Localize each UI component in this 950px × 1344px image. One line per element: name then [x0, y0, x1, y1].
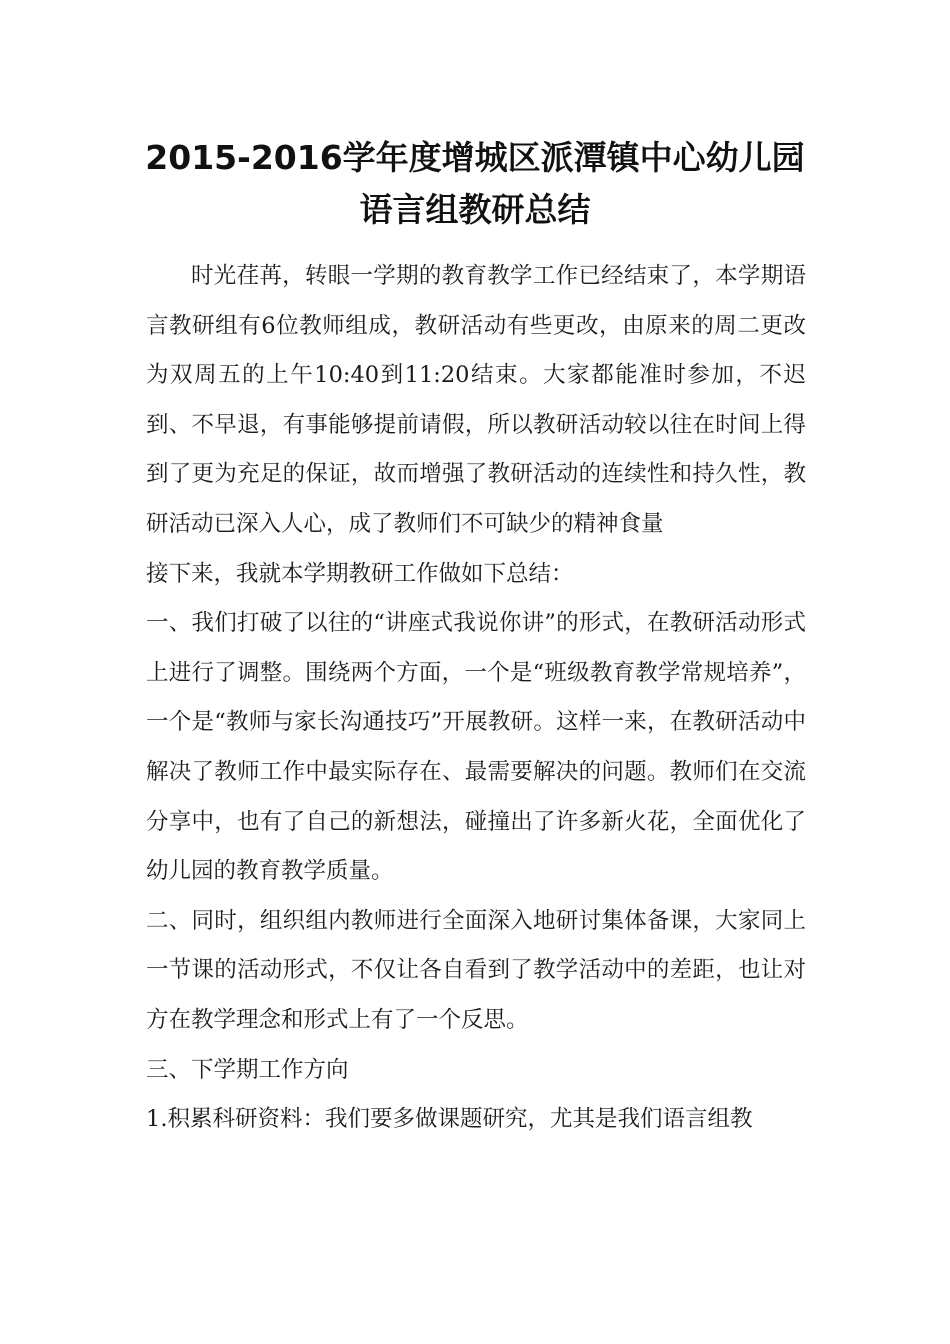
paragraph-section-one: 一、我们打破了以往的“讲座式我说你讲”的形式，在教研活动形式上进行了调整。围绕两个方面，一个是“班级教育教学常规培养”，一个是“教师与家长沟通技巧”开展教研。这样一来，在教研活动中解决了教师工作中最实际存在、最需要解决的问题。教师们在交流分享中，也有了自己的新想法，碰撞出了许多新火花，全面优化了幼儿园的教育教学质量。: [146, 610, 806, 885]
paragraph-section-three-heading: 三、下学期工作方向: [146, 1056, 349, 1083]
paragraph-summary-lead: 接下来，我就本学期教研工作做如下总结：: [146, 560, 574, 587]
document-body: [146, 252, 806, 1145]
paragraph-intro: 时光荏苒，转眼一学期的教育教学工作已经结束了，本学期语言教研组有6位教师组成，教研活动有些更改，由原来的周二更改为双周五的上午10:40到11:20结束。大家都能准时参加，不迟到、不早退，有事能够提前请假，所以教研活动较以往在时间上得到了更为充足的保证，故而增强了教研活动的连续性和持久性，教研活动已深入人心，成了教师们不可缺少的精神食量: [146, 263, 806, 537]
paragraph-section-two: 二、同时，组织组内教师进行全面深入地研讨集体备课，大家同上一节课的活动形式，不仅让各自看到了教学活动中的差距，也让对方在教学理念和形式上有了一个反思。: [146, 907, 806, 1033]
paragraph-item-one: 1.积累科研资料：我们要多做课题研究，尤其是我们语言组教: [146, 1106, 753, 1133]
document-title-line-1: 2015-2016学年度增城区派潭镇中心幼儿园: [145, 138, 805, 177]
document-title-line-2: 语言组教研总结: [359, 190, 591, 229]
